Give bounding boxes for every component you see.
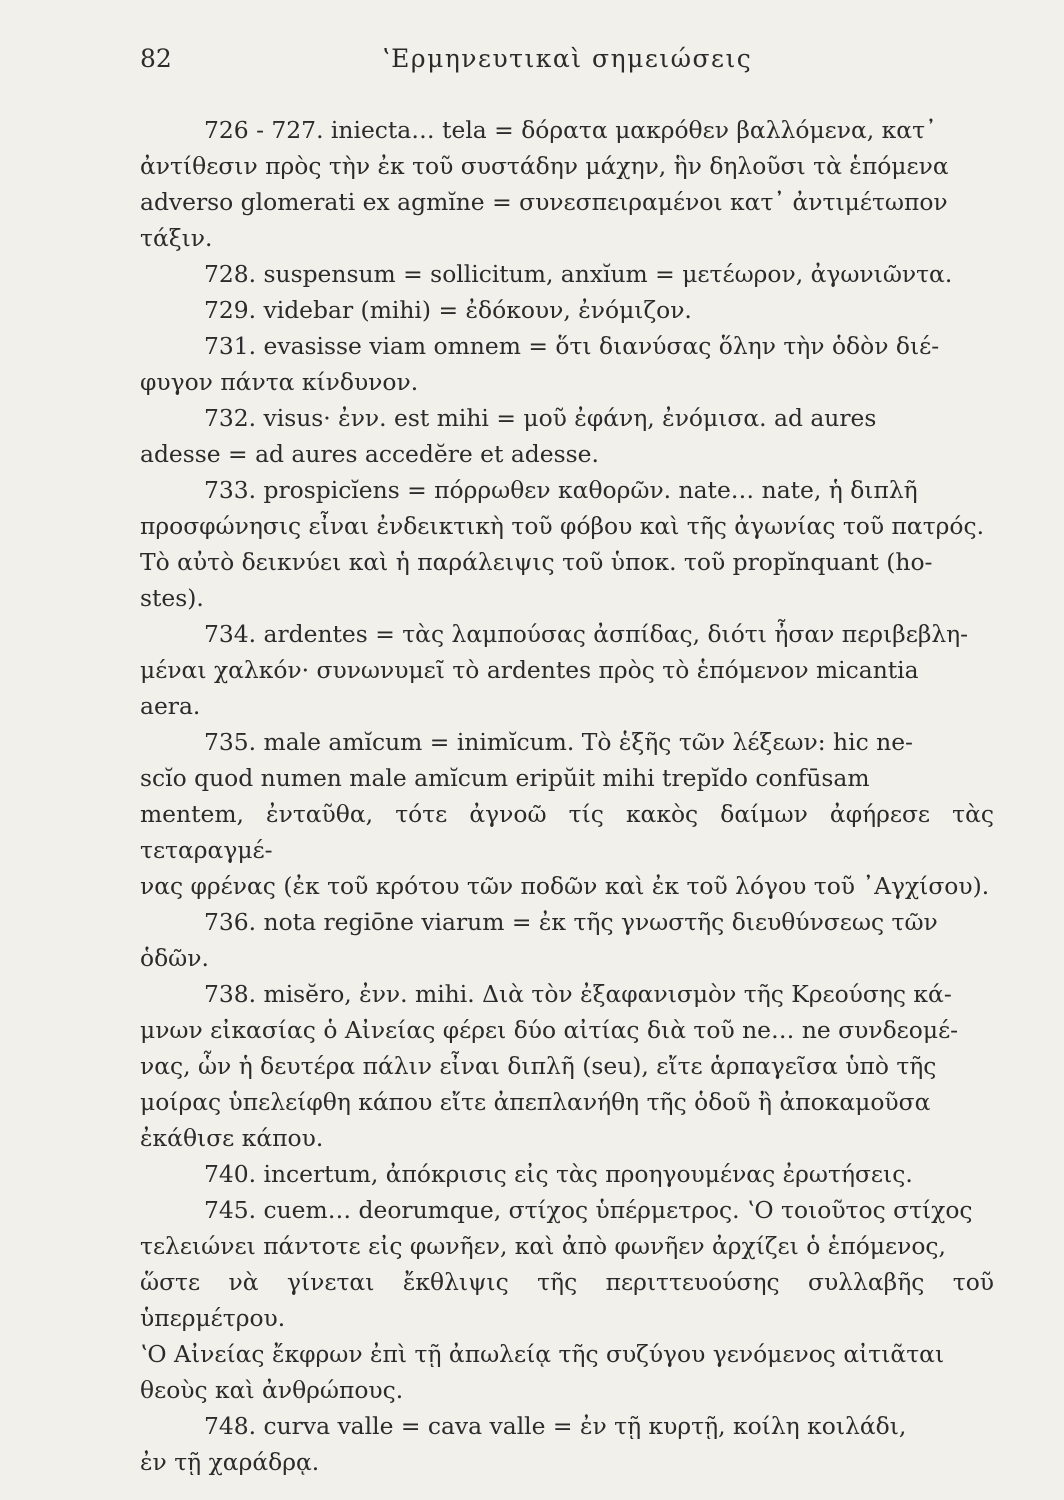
text-line: 736. nota regiōne viarum = ἐκ τῆς γνωστῆς διευθύνσεως τῶν	[204, 908, 938, 936]
text-line: ʽΟ Αἰνείας ἔκφρων ἐπὶ τῇ ἀπωλείᾳ τῆς συζύγου γενόμενος αἰτιᾶται	[140, 1340, 945, 1368]
note-paragraph	[140, 1156, 994, 1192]
text-line: 745. cuem… deorumque, στίχος ὑπέρμετρος. ʽΟ τοιοῦτος στίχος	[204, 1196, 973, 1224]
text-line: τάξιν.	[140, 224, 213, 252]
text-line: 740. incertum, ἀπόκρισις εἰς τὰς προηγουμένας ἐρωτήσεις.	[204, 1160, 913, 1188]
text-line: 738. misĕro, ἐνν. mihi. Διὰ τὸν ἐξαφανισμὸν τῆς Κρεούσης κά-	[204, 980, 952, 1008]
text-line: aera.	[140, 692, 201, 720]
note-paragraph	[140, 328, 994, 400]
text-line: mentem, ἐνταῦθα, τότε ἀγνοῶ τίς κακὸς δαίμων ἀφήρεσε τὰς τεταραγμέ-	[140, 800, 994, 864]
text-line: ὁδῶν.	[140, 944, 209, 972]
text-line: 732. visus· ἐνν. est mihi = μοῦ ἐφάνη, ἐνόμισα. ad aures	[204, 404, 877, 432]
text-line: 729. videbar (mihi) = ἐδόκουν, ἐνόμιζον.	[204, 296, 692, 324]
running-title: ʽΕρμηνευτικαὶ σημειώσεις	[381, 44, 753, 73]
text-line: 726 - 727. iniecta… tela = δόρατα μακρόθεν βαλλόμενα, κατ᾽	[204, 116, 937, 144]
note-paragraph	[140, 400, 994, 472]
note-paragraph	[140, 1192, 994, 1408]
text-line: μέναι χαλκόν· συνωνυμεῖ τὸ ardentes πρὸς τὸ ἑπόμενον micantia	[140, 656, 919, 684]
page-number: 82	[140, 44, 172, 73]
note-paragraph	[140, 112, 994, 256]
note-paragraph	[140, 292, 994, 328]
text-line: 734. ardentes = τὰς λαμπούσας ἀσπίδας, διότι ἦσαν περιβεβλη-	[204, 620, 969, 648]
page-body	[140, 112, 994, 1480]
text-line: νας φρένας (ἐκ τοῦ κρότου τῶν ποδῶν καὶ ἐκ τοῦ λόγου τοῦ ᾽Αγχίσου).	[140, 872, 990, 900]
text-line: adesse = ad aures accedĕre et adesse.	[140, 440, 599, 468]
page-header	[140, 44, 994, 84]
text-line: τελειώνει πάντοτε εἰς φωνῆεν, καὶ ἀπὸ φωνῆεν ἀρχίζει ὁ ἑπόμενος,	[140, 1232, 946, 1260]
note-paragraph	[140, 724, 994, 904]
text-line: νας, ὧν ἡ δευτέρα πάλιν εἶναι διπλῆ (seu), εἴτε ἁρπαγεῖσα ὑπὸ τῆς	[140, 1052, 937, 1080]
text-line: προσφώνησις εἶναι ἐνδεικτικὴ τοῦ φόβου καὶ τῆς ἀγωνίας τοῦ πατρός.	[140, 512, 985, 540]
note-paragraph	[140, 472, 994, 616]
note-paragraph	[140, 904, 994, 976]
note-paragraph	[140, 616, 994, 724]
text-line: ἐκάθισε κάπου.	[140, 1124, 324, 1152]
text-line: ὥστε νὰ γίνεται ἔκθλιψις τῆς περιττευούσης συλλαβῆς τοῦ ὑπερμέτρου.	[140, 1268, 994, 1332]
text-line: μνων εἰκασίας ὁ Αἰνείας φέρει δύο αἰτίας διὰ τοῦ ne… ne συνδεομέ-	[140, 1016, 959, 1044]
text-line: θεοὺς καὶ ἀνθρώπους.	[140, 1376, 404, 1404]
text-line: adverso glomerati ex agmĭne = συνεσπειραμένοι κατ᾽ ἀντιμέτωπον	[140, 188, 948, 216]
text-line: 733. prospicĭens = πόρρωθεν καθορῶν. nate… nate, ἡ διπλῆ	[204, 476, 918, 504]
text-line: scĭo quod numen male amĭcum eripŭit mihi trepĭdo confūsam	[140, 764, 870, 792]
text-line: 728. suspensum = sollicitum, anxĭum = μετέωρον, ἀγωνιῶντα.	[204, 260, 953, 288]
text-line: Τὸ αὐτὸ δεικνύει καὶ ἡ παράλειψις τοῦ ὑποκ. τοῦ propĭnquant (ho-	[140, 548, 933, 576]
note-paragraph	[140, 976, 994, 1156]
text-line: 735. male amĭcum = inimĭcum. Τὸ ἑξῆς τῶν λέξεων: hic ne-	[204, 728, 913, 756]
text-line: 748. curva valle = cava valle = ἐν τῇ κυρτῇ, κοίλη κοιλάδι,	[204, 1412, 907, 1440]
note-paragraph	[140, 256, 994, 292]
text-line: ἀντίθεσιν πρὸς τὴν ἐκ τοῦ συστάδην μάχην, ἣν δηλοῦσι τὰ ἑπόμενα	[140, 152, 949, 180]
note-paragraph	[140, 1408, 994, 1480]
text-line: ἐν τῇ χαράδρᾳ.	[140, 1448, 320, 1476]
text-line: stes).	[140, 584, 204, 612]
text-line: φυγον πάντα κίνδυνον.	[140, 368, 419, 396]
text-line: 731. evasisse viam omnem = ὅτι διανύσας ὅλην τὴν ὁδὸν διέ-	[204, 332, 940, 360]
text-line: μοίρας ὑπελείφθη κάπου εἴτε ἀπεπλανήθη τῆς ὁδοῦ ἢ ἀποκαμοῦσα	[140, 1088, 931, 1116]
